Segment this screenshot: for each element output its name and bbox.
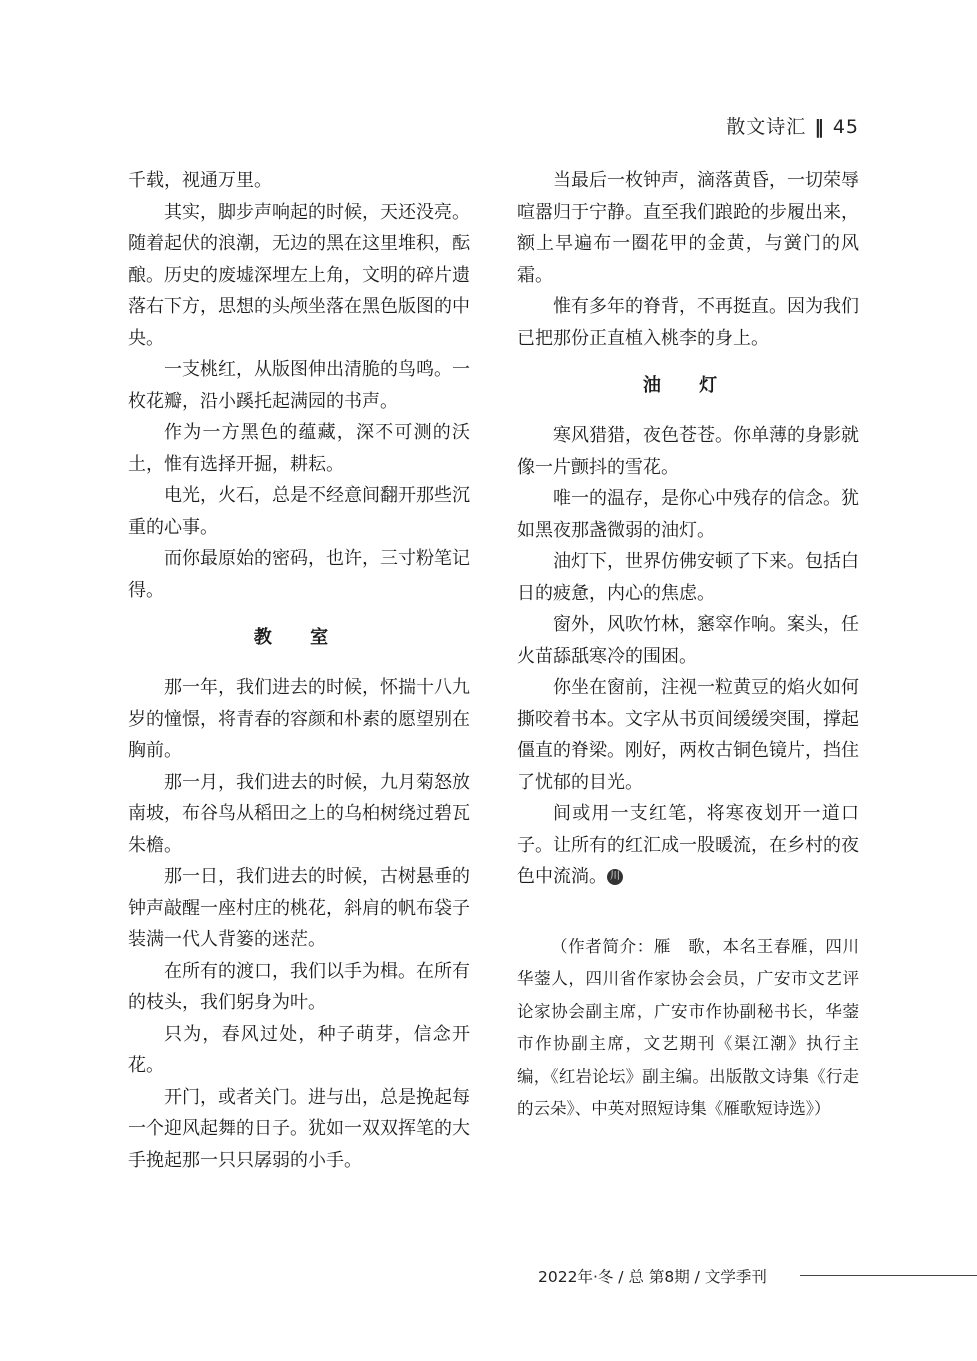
paragraph-text: 间或用一支红笔，将寒夜划开一道口子。让所有的红汇成一股暖流，在乡村的夜色中流淌。: [517, 803, 859, 887]
paragraph: 只为，春风过处，种子萌芽，信念开花。: [128, 1023, 470, 1076]
paragraph: 其实，脚步声响起的时候，天还没亮。随着起伏的浪潮，无边的黑在这里堆积，酝酿。历史的废墟深埋左上角，文明的碎片遗落右下方，思想的头颅坐落在黑色版图的中央。: [128, 201, 470, 349]
paragraph: 那一月，我们进去的时候，九月菊怒放南坡，布谷鸟从稻田之上的乌桕树绕过碧瓦朱檐。: [128, 771, 470, 856]
paragraph: 寒风猎猎，夜色苍苍。你单薄的身影就像一片颤抖的雪花。: [517, 425, 859, 478]
paragraph: 而你最原始的密码，也许，三寸粉笔记得。: [128, 548, 470, 601]
paragraph: 当最后一枚钟声，滴落黄昏，一切荣辱喧嚣归于宁静。直至我们踉跄的步履出来，额上早遍布一圈花甲的金黄，与黉门的风霜。: [517, 170, 859, 286]
running-header: [726, 112, 859, 139]
paragraph: [517, 798, 859, 893]
paragraph: 千载，视通万里。: [128, 170, 272, 191]
section-name: 散文诗汇: [726, 116, 807, 138]
paragraph: 你坐在窗前，注视一粒黄豆的焰火如何撕咬着书本。文字从书页间缓缓突围，撑起僵直的脊梁。刚好，两枚古铜色镜片，挡住了忧郁的目光。: [517, 677, 859, 793]
page-number: 45: [832, 116, 859, 138]
paragraph: 那一日，我们进去的时候，古树悬垂的钟声敲醒一座村庄的桃花，斜肩的帆布袋子装满一代人背篓的迷茫。: [128, 866, 470, 950]
paragraph: 惟有多年的脊背，不再挺直。因为我们已把那份正直植入桃李的身上。: [517, 296, 859, 349]
footer-issue-info: 2022年·冬 / 总 第8期 / 文学季刊: [538, 1268, 767, 1286]
paragraph: 电光，火石，总是不经意间翻开那些沉重的心事。: [128, 485, 470, 538]
paragraph: 一支桃红，从版图伸出清脆的鸟鸣。一枚花瓣，沿小蹊托起满园的书声。: [128, 359, 470, 412]
paragraph: 油灯下，世界仿佛安顿了下来。包括白日的疲惫，内心的焦虑。: [517, 551, 859, 604]
header-separator: ‖: [814, 116, 825, 138]
footer-rule: [800, 1275, 977, 1276]
paragraph: 在所有的渡口，我们以手为楫。在所有的枝头，我们躬身为叶。: [128, 960, 470, 1013]
paragraph: 唯一的温存，是你心中残存的信念。犹如黑夜那盏微弱的油灯。: [517, 488, 859, 541]
section-title-classroom: 教 室: [253, 627, 345, 648]
right-column: [517, 165, 859, 1142]
paragraph: 开门，或者关门。进与出，总是挽起每一个迎风起舞的日子。犹如一双双挥笔的大手挽起那一只只孱弱的小手。: [128, 1086, 470, 1171]
paragraph: 那一年，我们进去的时候，怀揣十八九岁的憧憬，将青春的容颜和朴素的愿望别在胸前。: [128, 677, 470, 761]
paragraph: 窗外，风吹竹林，窸窣作响。案头，任火苗舔舐寒冷的围困。: [517, 614, 859, 667]
section-title-oil-lamp: 油 灯: [642, 375, 734, 396]
left-column: [128, 165, 470, 1176]
end-mark-icon: 川: [607, 869, 623, 885]
author-bio: （作者简介：雁 歌，本名王春雁，四川华蓥人，四川省作家协会会员，广安市文艺评论家协会副主席，广安市作协副秘书长，华蓥市作协副主席，文艺期刊《渠江潮》执行主编，《红岩论坛》副主编。出版散文诗集《行走的云朵》、中英对照短诗集《雁歌短诗选》）: [517, 936, 859, 1118]
paragraph: 作为一方黑色的蕴藏，深不可测的沃土，惟有选择开掘，耕耘。: [128, 422, 470, 475]
